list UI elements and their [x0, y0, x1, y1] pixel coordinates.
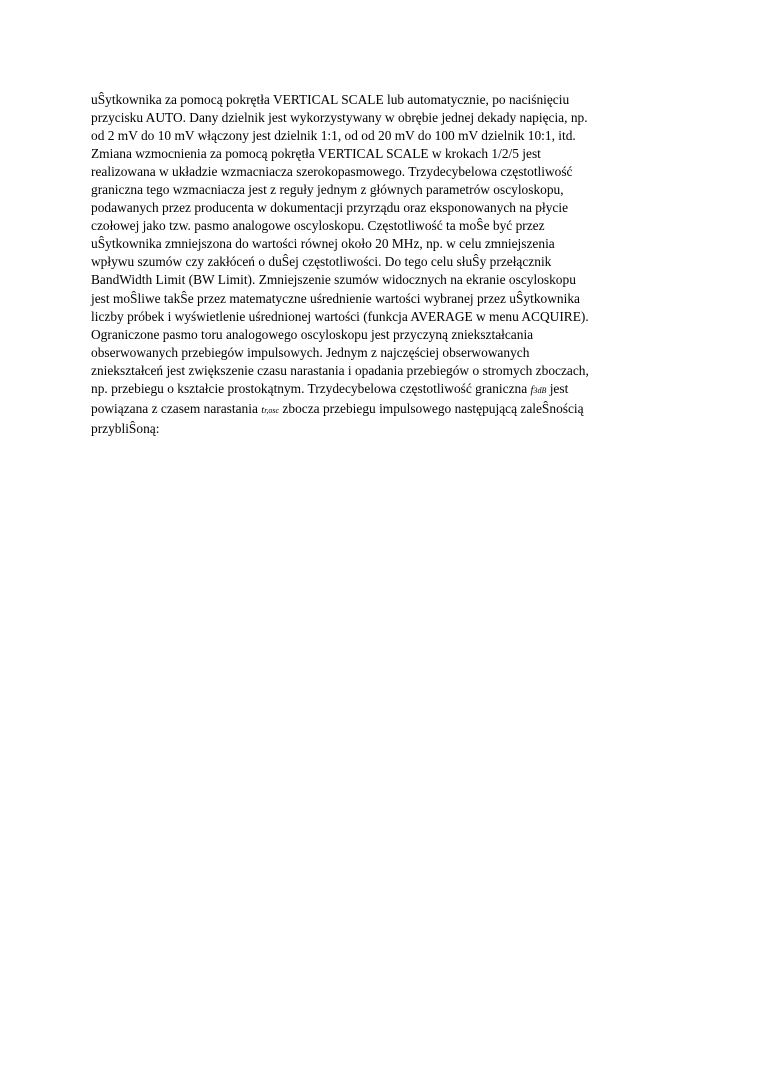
text-segment: zbocza przebiegu impulsowego następującą zaleŜnością [279, 400, 584, 416]
text-line: graniczna tego wzmacniacza jest z reguły jednym z głównych parametrów oscyloskopu, [91, 182, 564, 198]
text-line-with-f3db [91, 380, 681, 400]
text-line: BandWidth Limit (BW Limit). Zmniejszenie szumów widocznych na ekranie oscyloskopu [91, 272, 576, 288]
text-line: realizowana w układzie wzmacniacza szerokopasmowego. Trzydecybelowa częstotliwość [91, 164, 573, 180]
text-line: zniekształceń jest zwiększenie czasu narastania i opadania przebiegów o stromych zboczach, [91, 362, 589, 378]
text-line: uŜytkownika za pomocą pokrętła VERTICAL SCALE lub automatycznie, po naciśnięciu [91, 92, 570, 107]
text-line: podawanych przez producenta w dokumentacji przyrządu oraz eksponowanych na płycie [91, 200, 569, 216]
text-line-with-trosc [91, 400, 681, 420]
text-line: od 2 mV do 10 mV włączony jest dzielnik 1:1, od od 20 mV do 100 mV dzielnik 10:1, itd. [91, 128, 576, 144]
text-line: jest moŜliwe takŜe przez matematyczne uśrednienie wartości wybranej przez uŜytkownika [91, 290, 580, 306]
text-line: czołowej jako tzw. pasmo analogowe oscyloskopu. Częstotliwość ta moŜe być przez [91, 218, 545, 234]
text-line: Zmiana wzmocnienia za pomocą pokrętła VERTICAL SCALE w krokach 1/2/5 jest [91, 146, 541, 162]
text-segment: np. przebiegu o kształcie prostokątnym. Trzydecybelowa częstotliwość graniczna [91, 380, 531, 396]
text-segment: jest [546, 380, 569, 396]
text-segment: powiązana z czasem narastania [91, 400, 262, 416]
text-line: przybliŜoną: [91, 420, 160, 436]
text-line: wpływu szumów czy zakłóceń o duŜej częstotliwości. Do tego celu słuŜy przełącznik [91, 254, 552, 270]
text-line: Ograniczone pasmo toru analogowego oscyloskopu jest przyczyną zniekształcania [91, 326, 534, 342]
symbol-f: f [530, 384, 534, 396]
symbol-t-subscript: r,osc [264, 405, 280, 415]
symbol-f-subscript: 3dB [533, 385, 547, 395]
text-line: obserwowanych przebiegów impulsowych. Jednym z najczęściej obserwowanych [91, 344, 530, 360]
body-text [91, 91, 681, 438]
text-line: liczby próbek i wyświetlenie uśrednionej wartości (funkcja AVERAGE w menu ACQUIRE). [91, 308, 589, 324]
text-line: uŜytkownika zmniejszona do wartości równej około 20 MHz, np. w celu zmniejszenia [91, 236, 555, 252]
symbol-t: t [261, 404, 265, 416]
text-line: przycisku AUTO. Dany dzielnik jest wykorzystywany w obrębie jednej dekady napięcia, np. [91, 110, 588, 126]
